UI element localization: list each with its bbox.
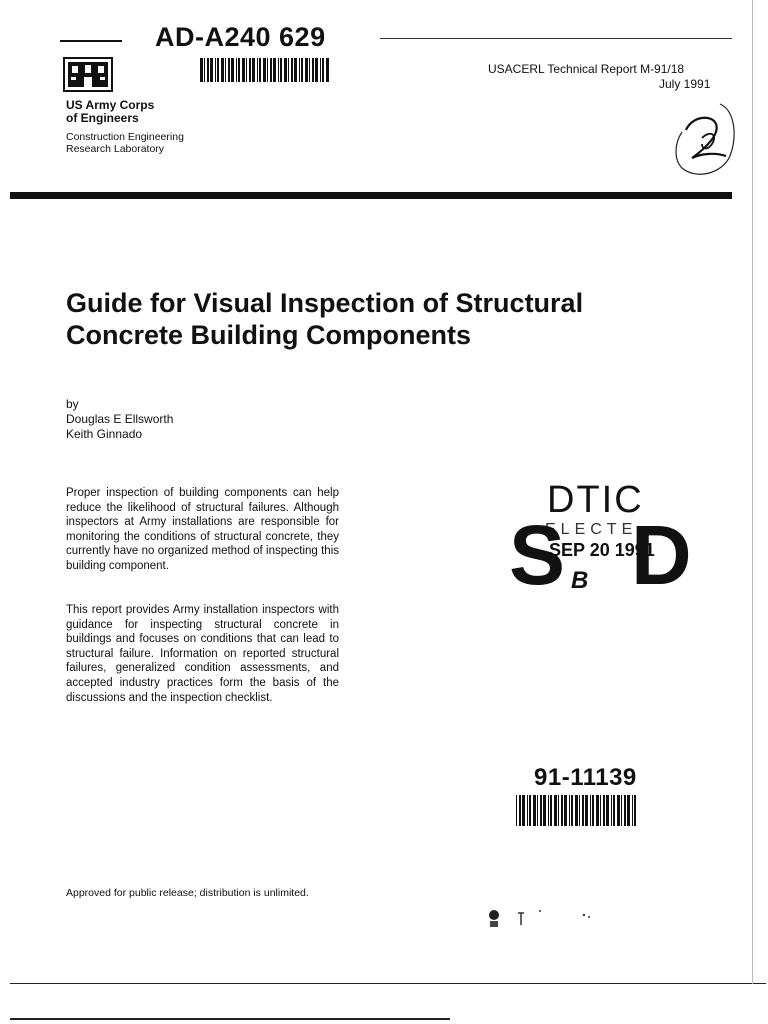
barcode-bar [278,58,279,82]
stamp-date: SEP 20 1991 [549,540,655,560]
barcode-bar [590,795,591,826]
bottom-rule [10,983,766,984]
org-line-2: of Engineers [66,111,139,125]
lab-line-1: Construction Engineering [66,131,184,143]
barcode-bar [228,58,230,82]
barcode-bar [257,58,258,82]
barcode-bar [603,795,605,826]
barcode-bar [242,58,245,82]
barcode-bar [550,795,552,826]
barcode-bar [259,58,261,82]
report-number: USACERL Technical Report M-91/18 [488,62,685,76]
footer-rule [10,1018,450,1020]
barcode-bar [320,58,321,82]
stamp-status: ELECTE [545,521,638,538]
barcode-bar [564,795,567,826]
document-title [66,287,706,351]
barcode-bar [582,795,584,826]
barcode-bar [280,58,282,82]
barcode-bar [221,58,224,82]
barcode-bar [634,795,636,826]
barcode-bar [238,58,240,82]
header-divider [10,192,732,199]
byline [66,397,173,442]
org-line-1: US Army Corps [66,98,155,112]
barcode-bar [571,795,573,826]
barcode-bar [252,58,255,82]
title-line-1: Guide for Visual Inspection of Structural [66,288,584,318]
barcode-bar [537,795,538,826]
barcode-bar [519,795,521,826]
barcode-bar [312,58,314,82]
top-rule-right [380,38,732,39]
organization-name [66,99,154,125]
barcode-bar [305,58,308,82]
barcode-bar [246,58,247,82]
bottom-barcode [516,795,640,826]
barcode-bar [585,795,588,826]
barcode-bar [527,795,528,826]
barcode-bar [592,795,594,826]
barcode-bar [529,795,531,826]
scan-marks [484,905,594,935]
barcode-bar [606,795,609,826]
barcode-bar [621,795,622,826]
barcode-bar [596,795,599,826]
barcode-bar [273,58,276,82]
barcode-bar [548,795,549,826]
ad-number: AD-A240 629 [155,22,326,52]
barcode-bar [284,58,287,82]
barcode-bar [624,795,626,826]
barcode-bar [309,58,310,82]
by-label: by [66,397,79,411]
top-rule-left [60,40,122,42]
barcode-bar [322,58,324,82]
release-statement: Approved for public release; distribution is unlimited. [66,887,309,899]
barcode-bar [575,795,578,826]
barcode-bar [326,58,329,82]
barcode-bar [315,58,318,82]
title-line-2: Concrete Building Components [66,320,471,350]
barcode-bar [263,58,266,82]
barcode-bar [543,795,546,826]
barcode-bar [617,795,620,826]
stamp-right-letter: D [631,508,692,602]
barcode-bar [522,795,525,826]
barcode-bar [558,795,559,826]
barcode-bar [533,795,536,826]
barcode-bar [613,795,615,826]
dtic-stamp [505,478,692,603]
report-date: July 1991 [659,77,711,91]
barcode-bar [516,795,517,826]
barcode-bar [569,795,570,826]
barcode-bar [267,58,268,82]
barcode-bar [554,795,557,826]
barcode-bar [217,58,219,82]
stamp-code: B [571,567,589,594]
barcode-bar [291,58,293,82]
barcode-bar [301,58,303,82]
barcode-bar [270,58,272,82]
barcode-bar [236,58,237,82]
barcode-bar [249,58,251,82]
barcode-bar [561,795,563,826]
barcode-bar [299,58,300,82]
barcode-bar [627,795,630,826]
stamp-left-letter: S [509,508,566,602]
barcode-bar [215,58,216,82]
abstract-paragraph-2: This report provides Army installation inspectors with guidance for inspecting structural concrete in buildings and focuses on conditions that can lead to structural failure. Information on reported structural failures, generalized condition assessments, and accepted industry practices form the basis of the discussions and the inspection checklist. [66,604,339,704]
barcode-bar [210,58,213,82]
barcode-bar [600,795,601,826]
author-2: Keith Ginnado [66,427,143,441]
page-edge [752,0,753,984]
barcode-bar [231,58,234,82]
barcode-bar [207,58,209,82]
stamp-agency: DTIC [547,479,644,521]
barcode-bar [632,795,633,826]
barcode-bar [579,795,580,826]
author-1: Douglas E Ellsworth [66,412,174,426]
barcode-bar [288,58,289,82]
handwritten-circled-number [672,100,740,180]
barcode-bar [200,58,203,82]
barcode-bar [540,795,542,826]
castle-icon [63,57,113,92]
accession-number: 91-11139 [534,764,637,791]
barcode-bar [611,795,612,826]
barcode-bar [225,58,226,82]
top-barcode [200,58,332,82]
lab-line-2: Research Laboratory [66,143,165,155]
barcode-bar [204,58,205,82]
abstract-paragraph-1: Proper inspection of building components can help reduce the likelihood of structural failures. Although inspectors at Army installations are responsible for monitoring the conditions of structural concrete, they currently have no organized method of inspecting this building component. [66,487,339,572]
laboratory-name [66,131,184,155]
barcode-bar [294,58,297,82]
